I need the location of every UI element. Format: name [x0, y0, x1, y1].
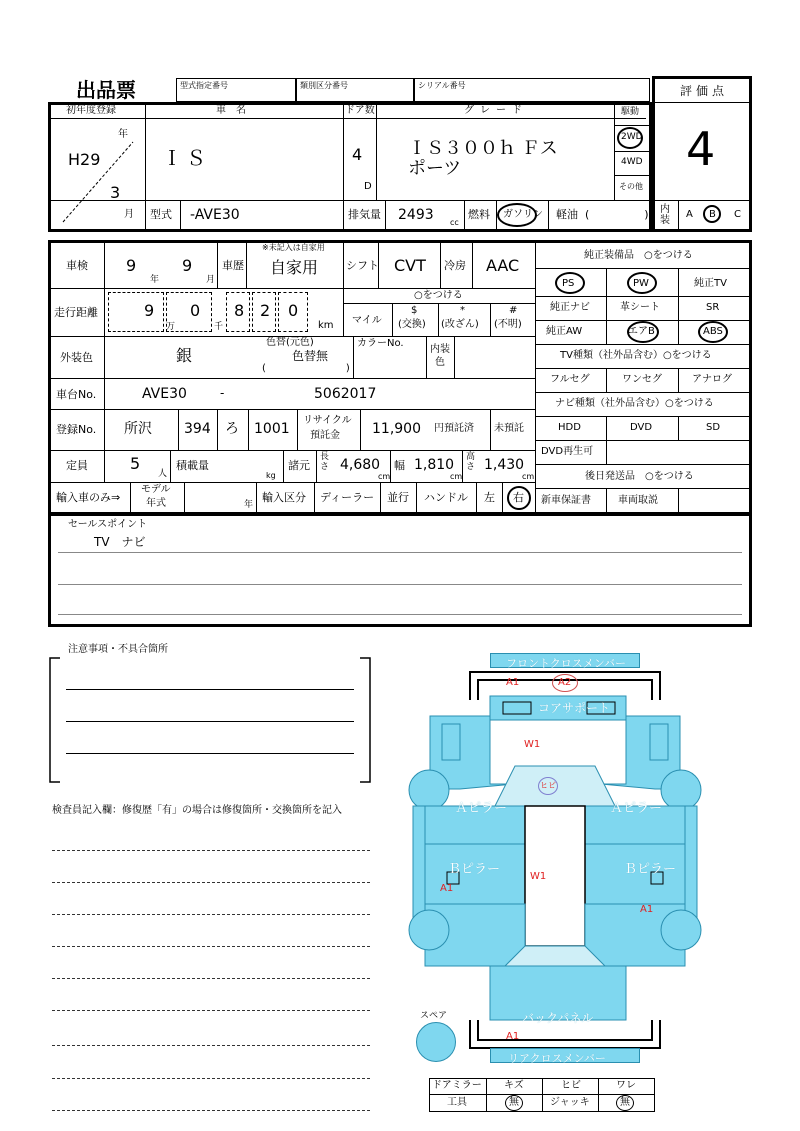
door-count: 4	[352, 145, 363, 164]
mileage-mile[interactable]: マイル	[352, 315, 382, 326]
mileage-digit-3: 8	[234, 301, 245, 320]
capacity-label: 定員	[66, 459, 88, 472]
first-reg-label: 初年度登録	[66, 105, 116, 116]
later-manual[interactable]: 車両取説	[618, 495, 658, 506]
recycle-amount: 11,900	[372, 421, 421, 437]
interior-grade-label: 内装	[660, 204, 670, 226]
reg-kana: ろ	[225, 421, 239, 437]
legend-tools-value: 無	[509, 1097, 519, 1108]
import-parallel[interactable]: 並行	[387, 491, 409, 504]
mark-a2-circle	[552, 674, 578, 692]
handle-label: ハンドル	[424, 491, 468, 504]
length-cm: cm	[378, 472, 391, 481]
history-note: ※未記入は自家用	[262, 243, 325, 252]
color-no-label: カラーNo.	[357, 338, 404, 349]
mark-a1-right: A1	[640, 904, 654, 915]
drive-4wd[interactable]: 4WD	[621, 157, 643, 167]
legend-jack-value: 無	[620, 1097, 630, 1108]
drive-2wd[interactable]: 2WD	[621, 132, 643, 142]
ac-label: 冷房	[444, 259, 466, 272]
tv-oneseg[interactable]: ワンセグ	[622, 374, 662, 385]
tv-fullseg[interactable]: フルセグ	[550, 374, 590, 385]
legend-crack: ヒビ	[561, 1080, 581, 1091]
equipment-title: 純正装備品 ○をつける	[584, 250, 693, 261]
rear-frame	[468, 1018, 664, 1052]
equip-airbag[interactable]: エアB	[628, 326, 655, 337]
height-cm: cm	[522, 472, 535, 481]
ac-value: AAC	[486, 256, 520, 275]
interior-color-label-2: 色	[435, 357, 445, 368]
mileage-digit-1: 9	[144, 301, 155, 320]
inspector-label: 検査員記入欄：修復歴「有」の場合は修復箇所・交換箇所を記入	[52, 805, 342, 816]
import-label: 輸入車のみ⇒	[56, 491, 121, 504]
orig-color-value: 色替無	[292, 349, 329, 363]
later-warranty[interactable]: 新車保証書	[541, 495, 591, 506]
model-year-unit: 年	[244, 500, 254, 510]
first-reg-month-unit: 月	[124, 209, 134, 220]
car-name: ＩＳ	[162, 146, 210, 170]
equip-abs[interactable]: ABS	[703, 326, 723, 337]
mark-crack-circle	[538, 777, 558, 795]
width-value: 1,810	[414, 457, 455, 473]
reg-number: 1001	[254, 421, 290, 437]
orig-color-label: 色替(元色)	[266, 337, 314, 348]
equip-aw[interactable]: 純正AW	[546, 326, 583, 337]
grade-label: グレード	[464, 105, 528, 116]
displacement-value: 2493	[398, 207, 434, 223]
navi-hdd[interactable]: HDD	[558, 422, 581, 433]
mileage-digit-4: 2	[260, 301, 271, 320]
equip-navi[interactable]: 純正ナビ	[550, 302, 590, 313]
sales-point-block	[48, 513, 752, 627]
mileage-digit-2: 0	[190, 301, 201, 320]
interior-b-circle	[703, 205, 721, 223]
legend-jack-circle	[616, 1095, 634, 1111]
shaken-label: 車検	[66, 259, 88, 272]
dims-label: 諸元	[288, 459, 310, 472]
serial-label: シリアル番号	[418, 81, 466, 90]
drive-other[interactable]: その他	[619, 182, 643, 191]
recycle-label-1: リサイクル	[303, 415, 352, 426]
model-year-label-2: 年式	[146, 498, 166, 509]
tampered-label[interactable]: (改ざん)	[441, 319, 479, 330]
first-reg-year-unit: 年	[118, 129, 128, 140]
history-value: 自家用	[270, 258, 319, 277]
spare-label: スペア	[420, 1011, 448, 1021]
width-label: 幅	[394, 459, 405, 472]
import-type-label: 輸入区分	[262, 491, 306, 504]
mark-a2-front: A2	[558, 677, 572, 688]
b-pillar-right-label: Ｂピラー	[624, 862, 677, 877]
sales-point-text: TV ナビ	[94, 535, 146, 549]
mark-w1-center: W1	[530, 871, 547, 882]
unknown-sym: #	[509, 305, 518, 316]
mileage-man: 万	[166, 322, 176, 332]
displacement-label: 排気量	[348, 208, 381, 221]
equip-tv[interactable]: 純正TV	[694, 278, 727, 289]
shaken-month: 9	[182, 256, 193, 275]
spare-tire	[416, 1022, 456, 1062]
shaken-month-unit: 月	[206, 275, 216, 285]
equip-pw[interactable]: PW	[633, 278, 649, 289]
first-reg-month: 3	[110, 183, 121, 202]
legend-crack2: ワレ	[616, 1080, 636, 1091]
capacity-value: 5	[130, 454, 141, 473]
legend-tools: 工具	[447, 1097, 467, 1108]
fuel-gasoline-circle	[497, 203, 537, 227]
chassis-number: 5062017	[314, 386, 377, 402]
history-label: 車歴	[222, 259, 244, 272]
height-value: 1,430	[484, 457, 525, 473]
rear-member-label: リアクロスメンバー	[508, 1052, 606, 1065]
sheet-title: 出品票	[76, 78, 136, 102]
navi-title: ナビ種類（社外品含む）○をつける	[555, 398, 714, 409]
later-title: 後日発送品 ○をつける	[585, 471, 694, 482]
mark-a1-left: A1	[440, 883, 454, 894]
cc-unit: cc	[450, 218, 459, 227]
navi-sd[interactable]: SD	[706, 422, 721, 433]
shaken-year-unit: 年	[150, 275, 160, 285]
legend-door-mirror: ドアミラー	[432, 1080, 482, 1091]
load-label: 積載量	[176, 459, 209, 472]
handle-left[interactable]: 左	[484, 491, 495, 504]
interior-color-label-1: 内装	[430, 344, 450, 355]
a-pillar-left-label: Ａピラー	[455, 801, 508, 816]
grade-line2: ポーツ	[408, 158, 462, 179]
color-value: 銀	[176, 346, 193, 365]
model-code-label: 型式指定番号	[180, 81, 228, 90]
interior-b[interactable]: B	[709, 209, 716, 220]
fuel-gasoline[interactable]: ガソリン	[503, 209, 543, 220]
reg-class: 394	[184, 421, 211, 437]
a-pillar-right-label: Ａピラー	[610, 801, 663, 816]
orig-color-paren: ( )	[262, 363, 350, 374]
type-label: 型式	[150, 208, 172, 221]
score-label: 評価点	[680, 84, 729, 98]
recycle-paid[interactable]: 円預託済	[434, 423, 474, 434]
legend-scratch: キズ	[504, 1080, 524, 1091]
handle-right[interactable]: 右	[513, 491, 524, 504]
model-year-label-1: モデル	[141, 484, 171, 495]
drive-2wd-circle	[617, 127, 643, 149]
interior-c[interactable]: C	[734, 209, 741, 220]
interior-a[interactable]: A	[686, 209, 693, 220]
first-reg-year: H29	[68, 150, 101, 169]
legend-jack: ジャッキ	[550, 1097, 590, 1108]
caution-label: 注意事項・不具合箇所	[68, 644, 168, 655]
length-value: 4,680	[340, 457, 381, 473]
load-unit: kg	[266, 471, 276, 480]
reg-place: 所沢	[124, 421, 152, 437]
back-panel-label: バックパネル	[522, 1011, 594, 1025]
equip-ps-circle	[555, 272, 585, 294]
tv-analog[interactable]: アナログ	[692, 374, 732, 385]
mark-crack: ヒビ	[540, 781, 556, 790]
legend-tools-circle	[505, 1095, 523, 1111]
fuel-light[interactable]: 軽油	[556, 208, 578, 221]
equip-airbag-circle	[627, 321, 659, 343]
fuel-label: 燃料	[468, 208, 490, 221]
mileage-label: 走行距離	[54, 306, 98, 319]
reg-label: 登録No.	[56, 423, 97, 436]
drive-label: 駆動	[621, 107, 640, 117]
shaken-year: 9	[126, 256, 137, 275]
exchange-label[interactable]: (交換)	[398, 319, 426, 330]
mark-a1-rear: A1	[506, 1031, 520, 1042]
import-dealer[interactable]: ディーラー	[320, 491, 375, 504]
core-support-label: コアサポート	[538, 701, 611, 715]
chassis-dash: -	[220, 386, 225, 400]
mark-a1-front: A1	[506, 677, 520, 688]
equip-leather[interactable]: 革シート	[620, 302, 660, 313]
category-label: 類別区分番号	[300, 81, 348, 90]
chassis-label: 車台No.	[56, 388, 97, 401]
b-pillar-left-label: Ｂピラー	[448, 862, 501, 877]
door-label: ドア数	[345, 105, 375, 116]
grade-line1: ＩＳ３００ｈ Ｆス	[408, 138, 558, 159]
shift-label: シフト	[346, 259, 379, 272]
car-name-label: 車 名	[216, 105, 246, 116]
capacity-unit: 人	[158, 469, 168, 479]
door-type: D	[364, 181, 372, 192]
equip-sr[interactable]: SR	[706, 302, 720, 313]
unknown-label[interactable]: (不明)	[494, 319, 522, 330]
type-value: -AVE30	[190, 207, 240, 223]
mileage-circle-note: ○をつける	[414, 290, 463, 301]
recycle-label-2: 預託金	[310, 430, 340, 441]
mileage-digit-5: 0	[288, 301, 299, 320]
sales-point-label: セールスポイント	[68, 519, 148, 530]
mileage-sen: 千	[214, 322, 224, 332]
chassis-prefix: AVE30	[142, 386, 187, 402]
length-label: 長さ	[320, 452, 330, 472]
navi-dvd-play[interactable]: DVD再生可	[541, 446, 594, 457]
equip-ps[interactable]: PS	[562, 278, 575, 289]
tv-title: TV種類（社外品含む）○をつける	[560, 350, 712, 361]
color-label: 外装色	[60, 351, 93, 364]
height-label: 高さ	[466, 452, 476, 472]
tampered-sym: *	[460, 305, 465, 316]
score-value: 4	[686, 122, 716, 176]
equip-pw-circle	[627, 272, 657, 294]
handle-right-circle	[507, 486, 531, 510]
navi-dvd[interactable]: DVD	[630, 422, 653, 433]
recycle-unpaid[interactable]: 未預託	[494, 423, 524, 434]
width-cm: cm	[450, 472, 463, 481]
exchange-sym: $	[411, 305, 418, 316]
fuel-paren: ( )	[585, 208, 649, 221]
front-member-label: フロントクロスメンバー	[506, 657, 627, 670]
mileage-km: km	[318, 320, 334, 331]
mark-w1-top: W1	[524, 739, 541, 750]
equip-abs-circle	[698, 321, 728, 343]
shift-value: CVT	[394, 256, 426, 275]
